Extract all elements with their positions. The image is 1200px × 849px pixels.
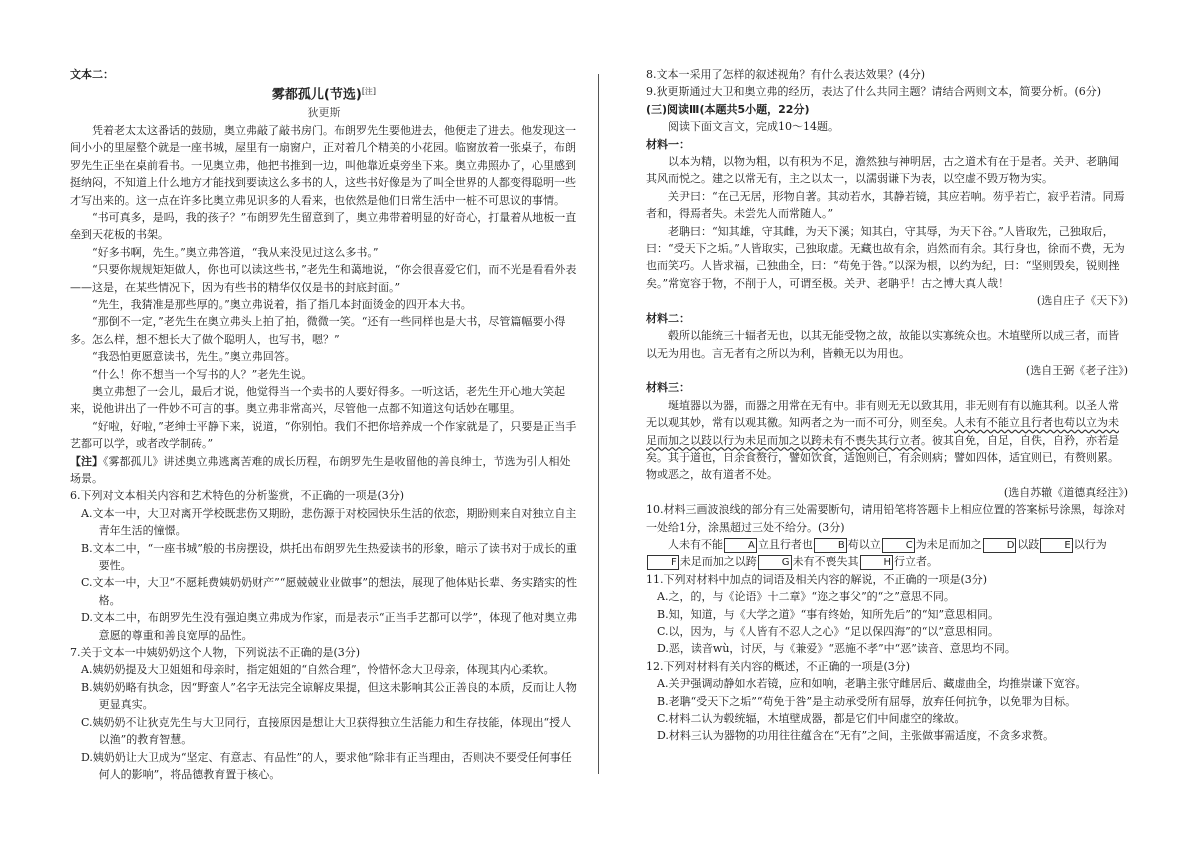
option-12b: B.老聃“受天下之垢”“苟免于咎”是主动承受所有屈辱，放弃任何抗争，以免罪为目标。 [657, 694, 1077, 708]
material-1-paragraph: 老聃曰：“知其雄，守其雌，为天下溪；知其白，守其辱，为天下谷。”人皆取先，己独取后，曰：“受天下之垢。”人皆取实，己独取虚。无藏也故有余，岿然而有余。其行身也，徐而不费，无为也而笑巧。人皆求福，己独曲全，曰：“苟免于咎。”以深为根，以约为纪，曰：“坚则毁矣，锐则挫矣。”常宽容于物，不削于人，可谓至极。关尹、老聃乎！古之博大真人哉！ [646, 224, 1125, 290]
option-12a: A.关尹强调动静如水若镜，应和如响，老聃主张守雌居后、藏虚曲全，均推崇谦下宽容。 [657, 677, 1087, 691]
question-9: 9.狄更斯通过大卫和奥立弗的经历，表达了什么共同主题？请结合两则文本，简要分析。(6分) [646, 85, 1102, 99]
material-2-label: 材料二： [646, 311, 690, 325]
option-6c: C.文本一中，大卫“不愿耗费姨奶奶财产”“愿兢兢业业做事”的想法，展现了他体贴长辈、务实踏实的性格。 [81, 576, 578, 607]
material-2-text: 毂所以能统三十辐者无也，以其无能受物之故，故能以实寡统众也。木埴壁所以成三者，而皆以无为用也。言无者有之所以为利，皆赖无以为用也。 [646, 329, 1119, 360]
option-11c: C.以，因为，与《人皆有不忍人之心》“足以保四海”的“以”意思相同。 [657, 625, 1000, 638]
material-1-source: (选自庄子《天下》) [1036, 294, 1128, 308]
paragraph: “好多书啊，先生。”奥立弗答道，“我从来没见过这么多书。” [92, 245, 379, 259]
question-11: 11.下列对材料中加点的词语及相关内容的解说，不正确的一项是(3分) [646, 572, 988, 586]
option-6a: A.文本一中，大卫对离开学校既悲伤又期盼，悲伤源于对校园快乐生活的依恋，期盼则来自对独立自主青年生活的憧憬。 [81, 506, 577, 538]
material-1-paragraph: 以本为精，以物为粗，以有积为不足，澹然独与神明居，古之道术有在于是者。关尹、老聃闻其风而悦之。建之以常无有，主之以太一，以濡弱谦下为表，以空虚不毁万物为实。 [646, 155, 1119, 186]
question-10: 10.材料三画波浪线的部分有三处需要断句，请用铅笔将答题卡上相应位置的答案标号涂黑，每涂对一处给1分，涂黑超过三处不给分。(3分) [646, 503, 1126, 534]
answer-box-a: A [724, 538, 757, 553]
option-6b: B.文本二中，“一座书城”般的书房摆设，烘托出布朗罗先生热爱读书的形象，暗示了读书对于成长的重要性。 [81, 541, 577, 573]
answer-box-c: C [882, 538, 915, 553]
passage-author: 狄更斯 [307, 106, 341, 120]
material-3-label: 材料三： [646, 381, 690, 395]
option-11d: D.恶，读音wù，讨厌，与《兼爱》“恶施不孝”中“恶”读音、意思均不同。 [657, 642, 1016, 656]
option-7c: C.姨奶奶不让狄克先生与大卫同行，直接原因是想让大卫获得独立生活能力和生存技能，体现出“授人以渔”的教育智慧。 [81, 715, 572, 747]
section-3-header: (三)阅读Ⅲ(本题共5小题，22分) [646, 102, 810, 116]
answer-box-e: E [1040, 538, 1072, 553]
material-1-label: 材料一： [646, 137, 690, 151]
question-6: 6.下列对文本相关内容和艺术特色的分析鉴赏，不正确的一项是(3分) [70, 489, 405, 503]
answer-box-d: D [983, 538, 1017, 553]
option-11a: A.之，的，与《论语》十二章》“迩之事父”的“之”意思不同。 [657, 590, 955, 604]
right-column [646, 66, 1128, 745]
passage-body [70, 122, 578, 453]
answer-box-h: H [860, 555, 894, 570]
paragraph: 凭着老太太这番话的鼓励，奥立弗敲了敲书房门。布朗罗先生要他进去，他便走了进去。他发现这一间小小的里屋整个就是一座书城，屋里有一扇窗户，正对着几个精美的小花园。临窗放着一张桌子，布朗罗先生正坐在桌前看书。一见奥立弗，他把书推到一边，叫他靠近桌旁坐下来。奥立弗照办了，心里感到挺纳闷，不知道上什么地方才能找到要读这么多书的人，这些书好像是为了叫全世界的人都变得聪明一些才写出来的。这一点在许多比奥立弗见识多的人看来，也依然是他们日常生活中一桩不可思议的事情。 [70, 123, 576, 207]
question-12: 12.下列对材料有关内容的概述，不正确的一项是(3分) [646, 659, 911, 673]
material-3-text: 埏埴器以为器，而器之用常在无有中。非有则无无以致其用，非无则有有以施其利。以圣人常无以观其妙，常有以观其徼。知两者之为一而不可分，则至矣。人未有不能立且行者也苟以立为未足而加之以跂以行为未足而加之以跨未有不喪失其行立者。彼其自免，自足，自佚，自矜，亦若是矣。其于道也，日余食赘行，譬如饮食，适饱则已，有余则病；譬如四体，适宜则已，有赘则累。物或恶之，故有道者不处。 [646, 398, 1119, 482]
question-10-segmented-line: 人未有不能 A 立且行者也 B 苟以立 C 为未足而加之 D 以跂 E 以行为F 未足而加之以跨 G 未有不喪失其 H 行立者。 [646, 536, 1128, 571]
material-2-source: (选自王弼《老子注》) [1025, 363, 1128, 377]
section-label: 文本二： [70, 68, 114, 81]
option-7d: D.姨奶奶让大卫成为“坚定、有意志、有品性”的人，要求他“除非有正当理由，否则决不要受任何事任何人的影响”，将品德教育置于核心。 [81, 750, 572, 781]
answer-box-f: F [647, 555, 679, 570]
paragraph: “那倒不一定，”老先生在奥立弗头上拍了拍，微微一笑。“还有一些同样也是大书，尽管篇幅要小得多。怎么样，想不想长大了做个聪明人，也写书，嗯？” [70, 315, 566, 346]
column-divider [598, 74, 599, 774]
passage-title: 雾都孤儿(节选)[注] [271, 87, 377, 104]
paragraph: “什么！你不想当一个写书的人？”老先生说。 [92, 367, 313, 381]
question-7: 7.关于文本一中姨奶奶这个人物，下列说法不正确的是(3分) [70, 646, 361, 660]
option-7b: B.姨奶奶略有执念，因“野蛮人”名字无法完全谅解皮果提，但这未影响其公正善良的本质，反而让人物更显真实。 [81, 680, 577, 712]
paragraph: “先生，我猜准是那些厚的。”奥立弗说着，指了指几本封面烫金的四开本大书。 [92, 297, 472, 311]
answer-box-g: G [758, 555, 792, 570]
reading-instruction: 阅读下面文言文，完成10～14题。 [668, 120, 839, 134]
paragraph: “只要你规规矩矩做人，你也可以读这些书，”老先生和蔼地说，“你会很喜爱它们，而不光是看看外表——这是，在某些情况下，因为有些书的精华仅仅是书的封底封面。” [70, 263, 577, 294]
wavy-underlined-passage: 人未有不能立且行者也苟以立为未足而加之以跂以行为未足而加之以跨未有不喪失其行立者 [646, 416, 1119, 447]
material-1-paragraph: 关尹曰：“在己无居，形物自著。其动若水，其静若镜，其应若响。芴乎若亡，寂乎若清。同焉者和，得焉者失。未尝先人而常随人。” [646, 189, 1125, 221]
option-12c: C.材料二认为毂统辐，木埴壁成器，都是它们中间虚空的缘故。 [657, 712, 966, 726]
footnote: 【注】《雾都孤儿》讲述奥立弗逃离苦难的成长历程，布朗罗先生是收留他的善良绅士，节选为引人相处场景。 [70, 454, 571, 485]
paragraph: “书可真多，是吗，我的孩子？”布朗罗先生留意到了，奥立弗带着明显的好奇心，打量着从地板一直垒到天花板的书架。 [70, 210, 577, 242]
option-7a: A.姨奶奶提及大卫姐姐和母亲时，指定姐姐的“自然合理”，怜惜怀念大卫母亲，体现其内心柔软。 [81, 663, 555, 677]
left-column [70, 66, 578, 783]
option-11b: B.知，知道，与《大学之道》“事有终始，知所先后”的“知”意思相同。 [657, 607, 1000, 621]
question-8: 8.文本一采用了怎样的叙述视角？有什么表达效果？(4分) [646, 68, 926, 81]
paragraph: 奥立弗想了一会儿，最后才说，他觉得当一个卖书的人要好得多。一听这话，老先生开心地大笑起来，说他讲出了一件妙不可言的事。奥立弗非常高兴，尽管他一点都不知道这句话妙在哪里。 [70, 384, 565, 416]
option-6d: D.文本二中，布朗罗先生没有强迫奥立弗成为作家，而是表示“正当手艺都可以学”，体现了他对奥立弗意愿的尊重和善良宽厚的品性。 [81, 611, 578, 642]
paragraph: “好啦，好啦，”老绅士平静下来，说道，“你别怕。我们不把你培养成一个作家就是了，只要是正当手艺都可以学，或者改学制砖。” [70, 419, 577, 451]
paragraph: “我恐怕更愿意读书，先生。”奥立弗回答。 [92, 350, 296, 364]
material-3-source: (选自苏辙《道德真经注》) [1003, 485, 1128, 499]
option-12d: D.材料三认为器物的功用往往蕴含在“无有”之间，主张做事需适度，不贪多求赘。 [657, 729, 1055, 743]
answer-box-b: B [814, 538, 847, 553]
